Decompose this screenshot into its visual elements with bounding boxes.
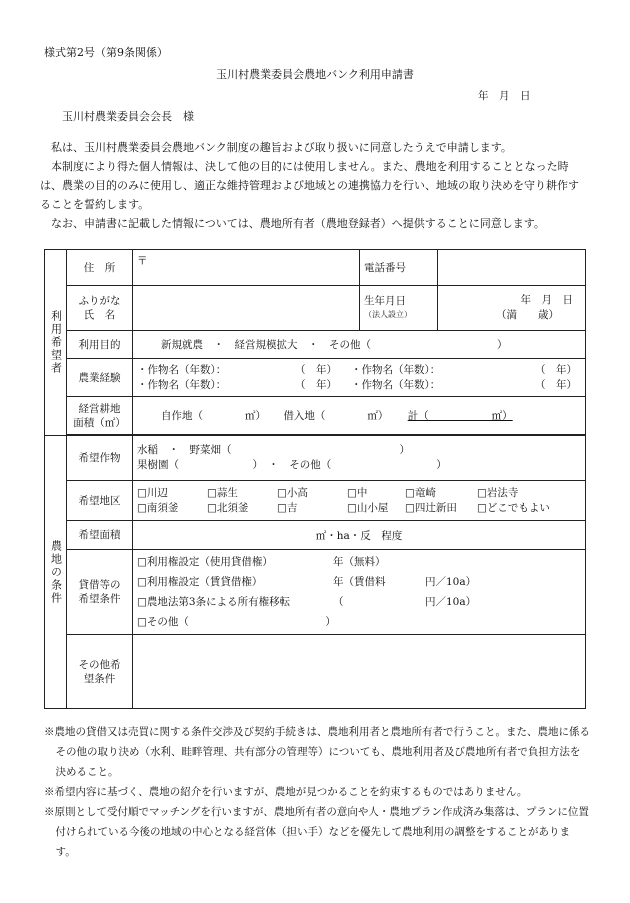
lease-label-line: 貸借等の xyxy=(78,579,121,591)
lease-option-label: □利用権設定（使用貸借権） xyxy=(137,556,273,568)
phone-label: 電話番号 xyxy=(360,250,438,286)
crop-years-label: ・作物名（年数）： xyxy=(137,363,227,376)
district-checkbox[interactable]: □どこでもよい xyxy=(477,501,550,514)
farm-area-label-line: 面積（㎡） xyxy=(73,416,126,429)
lease-conditions-field[interactable] xyxy=(133,550,586,635)
note-item: ※希望内容に基づく、農地の紹介を行いますが、農地が見つかることを約束するものではありません。 xyxy=(44,786,528,798)
experience-row xyxy=(137,378,581,393)
farm-area-label-line: 経営耕地 xyxy=(78,402,121,415)
total-area: 計（ ㎡） xyxy=(407,410,513,422)
lease-option-term: 年（無料） xyxy=(333,556,386,568)
purpose-label: 利用目的 xyxy=(67,331,133,359)
lease-option-term: 年（賃借料 xyxy=(333,576,386,588)
lease-option-price: 円／10a） xyxy=(425,576,477,588)
lease-option-label: □その他（ ） xyxy=(137,616,336,628)
crop-years-label: ・作物名（年数）： xyxy=(351,378,441,391)
district-checkbox[interactable]: □吉 xyxy=(277,501,298,514)
own-land-area: 自作地（ ㎡） xyxy=(161,410,266,422)
other-label-line: その他希 xyxy=(78,658,121,671)
district-checkbox[interactable]: □竜崎 xyxy=(405,486,436,499)
district-label: 希望地区 xyxy=(67,481,133,521)
applicant-section-label: 利用希望者 xyxy=(45,250,67,436)
lease-option[interactable] xyxy=(137,552,581,572)
conditions-section-label: 農地の条件 xyxy=(45,436,67,709)
lease-option-label: □利用権設定（賃貸借権） xyxy=(137,576,263,588)
crop-years-value: （ 年） xyxy=(295,378,337,391)
application-date: 年 月 日 xyxy=(478,90,531,102)
leased-land-area: 借入地（ ㎡） xyxy=(283,410,389,422)
application-form-table xyxy=(44,249,586,709)
birth-label: 生年月日 xyxy=(364,295,406,307)
experience-label: 農業経験 xyxy=(67,359,133,397)
notes xyxy=(44,722,590,862)
district-options[interactable] xyxy=(133,481,586,521)
lease-option-price: 円／10a） xyxy=(425,596,477,608)
district-checkbox[interactable]: □山小屋 xyxy=(347,501,389,514)
lease-option[interactable] xyxy=(137,572,581,592)
district-checkbox[interactable]: □川辺 xyxy=(137,486,168,499)
crop-years-label: ・作物名（年数）： xyxy=(351,363,441,376)
name-label-cell xyxy=(67,286,133,331)
address-label: 住 所 xyxy=(67,250,133,286)
district-checkbox[interactable]: □南須釜 xyxy=(137,501,179,514)
crop-line: 果樹園（ ） ・ その他（ ） xyxy=(137,459,447,471)
name-field[interactable] xyxy=(133,286,360,331)
farm-area-field[interactable] xyxy=(133,397,586,435)
lease-option[interactable] xyxy=(137,592,581,612)
district-row xyxy=(137,501,581,516)
desired-area-label: 希望面積 xyxy=(67,521,133,550)
address-field[interactable] xyxy=(133,250,360,286)
lease-label-line: 希望条件 xyxy=(78,593,121,605)
crop-label: 希望作物 xyxy=(67,436,133,481)
furigana-label: ふりがな xyxy=(78,295,121,307)
name-label: 氏 名 xyxy=(83,309,116,321)
crop-years-value: （ 年） xyxy=(535,378,577,391)
other-conditions-label xyxy=(67,635,133,709)
form-number: 様式第2号（第9条関係） xyxy=(44,46,168,59)
experience-row xyxy=(137,363,581,378)
lease-conditions-label xyxy=(67,550,133,635)
other-conditions-field[interactable] xyxy=(133,635,586,709)
desired-area-field[interactable]: ㎡・ha・反 程度 xyxy=(133,521,586,550)
district-checkbox[interactable]: □小高 xyxy=(277,486,308,499)
birth-sub-label: （法人設立） xyxy=(364,310,412,319)
purpose-options[interactable]: 新規就農 ・ 経営規模拡大 ・ その他（ ） xyxy=(133,331,586,359)
intro-paragraph: 私は、玉川村農業委員会農地バンク制度の趣旨および取り扱いに同意したうえで申請します。 xyxy=(51,141,512,154)
district-row xyxy=(137,486,581,501)
addressee: 玉川村農業委員会会長 様 xyxy=(62,110,194,123)
other-label-line: 望条件 xyxy=(83,672,116,685)
farm-area-label xyxy=(67,397,133,435)
district-checkbox[interactable]: □蒜生 xyxy=(207,486,238,499)
crop-years-value: （ 年） xyxy=(535,363,577,376)
intro-paragraph: なお、申請書に記載した情報については、農地所有者（農地登録者）へ提供することに同意します。 xyxy=(51,217,545,230)
intro-statement xyxy=(40,138,588,233)
birth-label-cell xyxy=(360,286,438,331)
lease-option-term: （ xyxy=(333,596,344,608)
intro-paragraph: 本制度により得た個人情報は、決して他の目的には使用しません。また、農地を利用することとなった時は、農業の目的のみに使用し、適正な維持管理および地域との連携協力を行い、地域の取り決めを守り耕作することを誓約します。 xyxy=(40,160,579,211)
note-item: ※原則として受付順でマッチングを行いますが、農地所有者の意向や人・農地プラン作成済み集落は、プランに位置付けられている今後の地域の中心となる経営体（担い手）などを優先して農地利用の調整をすることがあります。 xyxy=(44,806,589,858)
postal-mark: 〒 xyxy=(137,255,148,267)
district-checkbox[interactable]: □北須釜 xyxy=(207,501,249,514)
crop-line: 水稲 ・ 野菜畑（ ） xyxy=(137,444,410,456)
lease-option[interactable] xyxy=(137,612,581,632)
district-checkbox[interactable]: □中 xyxy=(347,486,368,499)
birth-date-value: 年 月 日 xyxy=(520,294,573,306)
birth-field[interactable] xyxy=(438,286,586,331)
district-checkbox[interactable]: □四辻新田 xyxy=(405,501,457,514)
crop-field[interactable] xyxy=(133,436,586,481)
phone-field[interactable] xyxy=(438,250,586,286)
note-item: ※農地の貸借又は売買に関する条件交渉及び契約手続きは、農地利用者と農地所有者で行うこと。また、農地に係るその他の取り決め（水利、畦畔管理、共有部分の管理等）についても、農地利用者及び農地所有者で負担方法を決めること。 xyxy=(44,726,590,778)
district-checkbox[interactable]: □岩法寺 xyxy=(477,486,519,499)
page-title: 玉川村農業委員会農地バンク利用申請書 xyxy=(216,68,414,81)
crop-years-value: （ 年） xyxy=(295,363,337,376)
age-value: （満 歳） xyxy=(496,309,559,321)
experience-field[interactable] xyxy=(133,359,586,397)
lease-option-label: □農地法第3条による所有権移転 xyxy=(137,596,291,608)
crop-years-label: ・作物名（年数）： xyxy=(137,378,227,391)
